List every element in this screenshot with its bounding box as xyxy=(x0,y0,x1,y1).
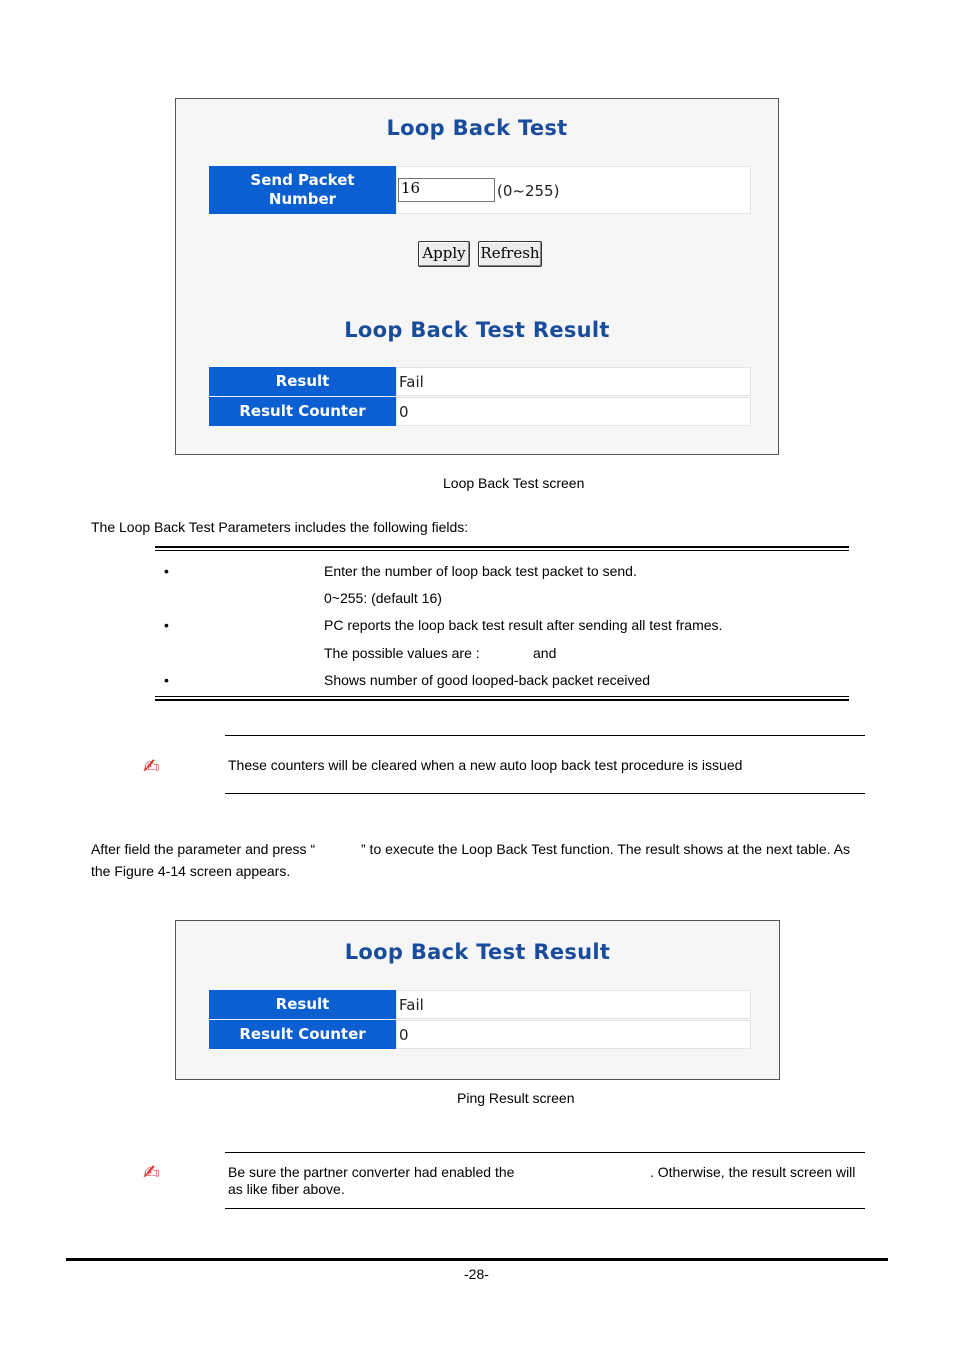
result-counter-value: 0 xyxy=(396,397,751,426)
apply-button[interactable]: Apply xyxy=(418,241,470,267)
loop-back-test-screenshot xyxy=(175,98,779,455)
instruction-line-1b: ” to execute the Loop Back Test function. The result shows at the next table. As xyxy=(361,841,850,857)
note2-text-a: Be sure the partner converter had enabled the xyxy=(228,1164,515,1180)
result-value-2: Fail xyxy=(396,990,751,1019)
bullet-result: • xyxy=(164,617,169,633)
note2-top-rule xyxy=(225,1152,865,1153)
loop-back-test-title: Loop Back Test xyxy=(386,116,568,140)
result-label: Result xyxy=(209,367,396,396)
bullet-result-counter: • xyxy=(164,672,169,688)
loop-back-result-screenshot xyxy=(175,920,780,1080)
send-packet-number-input[interactable]: 16 xyxy=(398,178,495,202)
note-pen-icon: ✍ xyxy=(143,754,160,778)
table-bottom-rule xyxy=(155,699,849,701)
bullet-send-packet: • xyxy=(164,563,169,579)
table-top-rule xyxy=(155,546,849,548)
parameters-intro: The Loop Back Test Parameters includes the following fields: xyxy=(91,519,469,535)
param-result-counter-desc: Shows number of good looped-back packet received xyxy=(324,672,651,688)
param-send-packet-range: 0~255: (default 16) xyxy=(324,590,442,606)
result-counter-label: Result Counter xyxy=(209,397,396,426)
note2-text-b: . Otherwise, the result screen will xyxy=(650,1164,856,1180)
note1-top-rule xyxy=(225,735,865,736)
param-result-and: and xyxy=(533,645,557,661)
result-value: Fail xyxy=(396,367,751,396)
note2-bottom-rule xyxy=(225,1208,865,1209)
instruction-line-1a: After field the parameter and press “ xyxy=(91,841,316,857)
note1-text: These counters will be cleared when a new auto loop back test procedure is issued xyxy=(228,757,743,773)
table-top-rule-thin xyxy=(155,550,849,551)
result-label-2: Result xyxy=(209,990,396,1019)
note-pen-icon-2: ✍ xyxy=(143,1160,160,1184)
send-packet-number-label: Send Packet Number xyxy=(209,166,396,214)
instruction-line-2: the Figure 4-14 screen appears. xyxy=(91,863,291,879)
result-counter-value-2: 0 xyxy=(396,1020,751,1049)
result-screen-title: Loop Back Test Result xyxy=(344,940,611,964)
note2-text-c: as like fiber above. xyxy=(228,1181,345,1197)
loop-back-test-result-title: Loop Back Test Result xyxy=(344,318,610,342)
figure-caption-ping-result: Ping Result screen xyxy=(457,1090,575,1106)
note1-bottom-rule xyxy=(225,793,865,794)
refresh-button[interactable]: Refresh xyxy=(478,241,542,267)
page-number: -28- xyxy=(464,1266,489,1282)
send-packet-range-hint: (0~255) xyxy=(497,182,560,200)
param-result-desc: PC reports the loop back test result after sending all test frames. xyxy=(324,617,723,633)
table-bottom-rule-thin xyxy=(155,696,849,697)
footer-rule xyxy=(66,1258,888,1261)
figure-caption-loop-back: Loop Back Test screen xyxy=(443,475,585,491)
param-result-values: The possible values are : xyxy=(324,645,480,661)
result-counter-label-2: Result Counter xyxy=(209,1020,396,1049)
param-send-packet-desc: Enter the number of loop back test packet to send. xyxy=(324,563,637,579)
